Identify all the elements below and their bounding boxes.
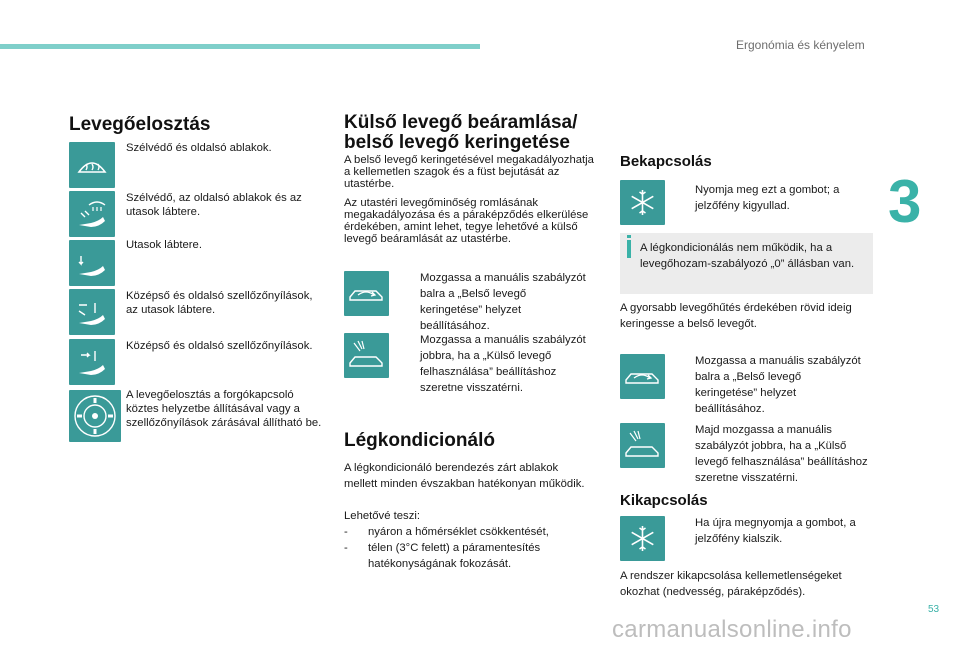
recirc-step-right: Mozgassa a manuális szabályzót jobbra, ha a „Külső levegő felhasználása” beállításhoz szeretne visszatérni.	[420, 334, 586, 394]
windshield-defrost-icon	[69, 142, 115, 188]
vents-feet-icon	[69, 289, 115, 335]
fresh-air-icon	[344, 333, 389, 378]
vents-airflow-icon	[69, 339, 115, 385]
recirculation-icon	[344, 271, 389, 316]
recirculation-icon	[620, 354, 665, 399]
left-item-text: Utasok lábtere.	[126, 239, 202, 251]
chapter-number: 3	[888, 168, 922, 235]
recirc-heading-line2: belső levegő keringetése	[344, 132, 570, 153]
left-item-text: Szélvédő, az oldalsó ablakok és az utasok lábtere.	[126, 192, 302, 218]
ac-paragraph: Lehetővé teszi:	[344, 510, 420, 522]
right-step-right: Majd mozgassa a manuális szabályzót jobbra, ha a „Külső levegő felhasználása” beállításhoz szeretne visszatérni.	[695, 424, 868, 484]
watermark: carmanualsonline.info	[612, 616, 852, 643]
on-heading: Bekapcsolás	[620, 153, 712, 170]
ac-bullet: nyáron a hőmérséklet csökkentését,	[368, 526, 549, 538]
off-paragraph: A rendszer kikapcsolása kellemetlenségeket okozhat (nedvesség, páraképződés).	[620, 570, 842, 598]
ac-heading: Légkondicionáló	[344, 430, 495, 451]
feet-airflow-icon	[69, 240, 115, 286]
right-step-left: Mozgassa a manuális szabályzót balra a „Belső levegő keringetése” helyzet beállításához.	[695, 355, 861, 415]
left-item-text: Középső és oldalsó szellőzőnyílások, az utasok lábtere.	[126, 290, 313, 316]
recirc-step-left: Mozgassa a manuális szabályzót balra a „Belső levegő keringetése” helyzet beállításához.	[420, 272, 586, 332]
info-icon	[627, 235, 631, 238]
ac-snowflake-icon	[620, 180, 665, 225]
left-item-text: Középső és oldalsó szellőzőnyílások.	[126, 340, 313, 352]
recirc-paragraph: A belső levegő keringetésével megakadályozhatja a kellemetlen szagok és a füst bejutását az utastérbe.	[344, 154, 594, 190]
ac-snowflake-icon	[620, 516, 665, 561]
recirc-paragraph: Az utastéri levegőminőség romlásának megakadályozása és a páraképződés elkerülése érdekében, amint lehet, tegye lehetővé a külső levegő beáramlását az utastérbe.	[344, 197, 589, 245]
info-note-text: A légkondicionálás nem működik, ha a levegőhozam-szabályozó „0” állásban van.	[640, 242, 855, 270]
recirc-heading-line1: Külső levegő beáramlása/	[344, 112, 578, 133]
header-accent-bar	[0, 44, 480, 49]
off-step: Ha újra megnyomja a gombot, a jelzőfény kialszik.	[695, 517, 856, 545]
page-number: 53	[928, 604, 940, 615]
info-icon-bar	[627, 240, 631, 258]
fresh-air-icon	[620, 423, 665, 468]
distribution-knob-icon	[69, 390, 121, 442]
on-step: Nyomja meg ezt a gombot; a jelzőfény kigyullad.	[695, 184, 840, 212]
left-heading: Levegőelosztás	[69, 114, 211, 135]
dash-marker: -	[344, 526, 348, 538]
fast-cool-paragraph: A gyorsabb levegőhűtés érdekében rövid ideig keringesse a belső levegőt.	[620, 302, 852, 330]
dash-marker: -	[344, 542, 348, 554]
ac-bullet: télen (3°C felett) a páramentesítés hatékonyságának fokozását.	[368, 542, 541, 570]
off-heading: Kikapcsolás	[620, 492, 708, 509]
windshield-feet-icon	[69, 191, 115, 237]
left-item-text: A levegőelosztás a forgókapcsoló köztes helyzetbe állításával vagy a szellőzőnyílások zárásával állítható be.	[126, 389, 322, 429]
left-item-text: Szélvédő és oldalsó ablakok.	[126, 142, 272, 154]
section-title: Ergonómia és kényelem	[736, 38, 865, 52]
ac-paragraph: A légkondicionáló berendezés zárt ablakok mellett minden évszakban hatékonyan működik.	[344, 462, 585, 490]
